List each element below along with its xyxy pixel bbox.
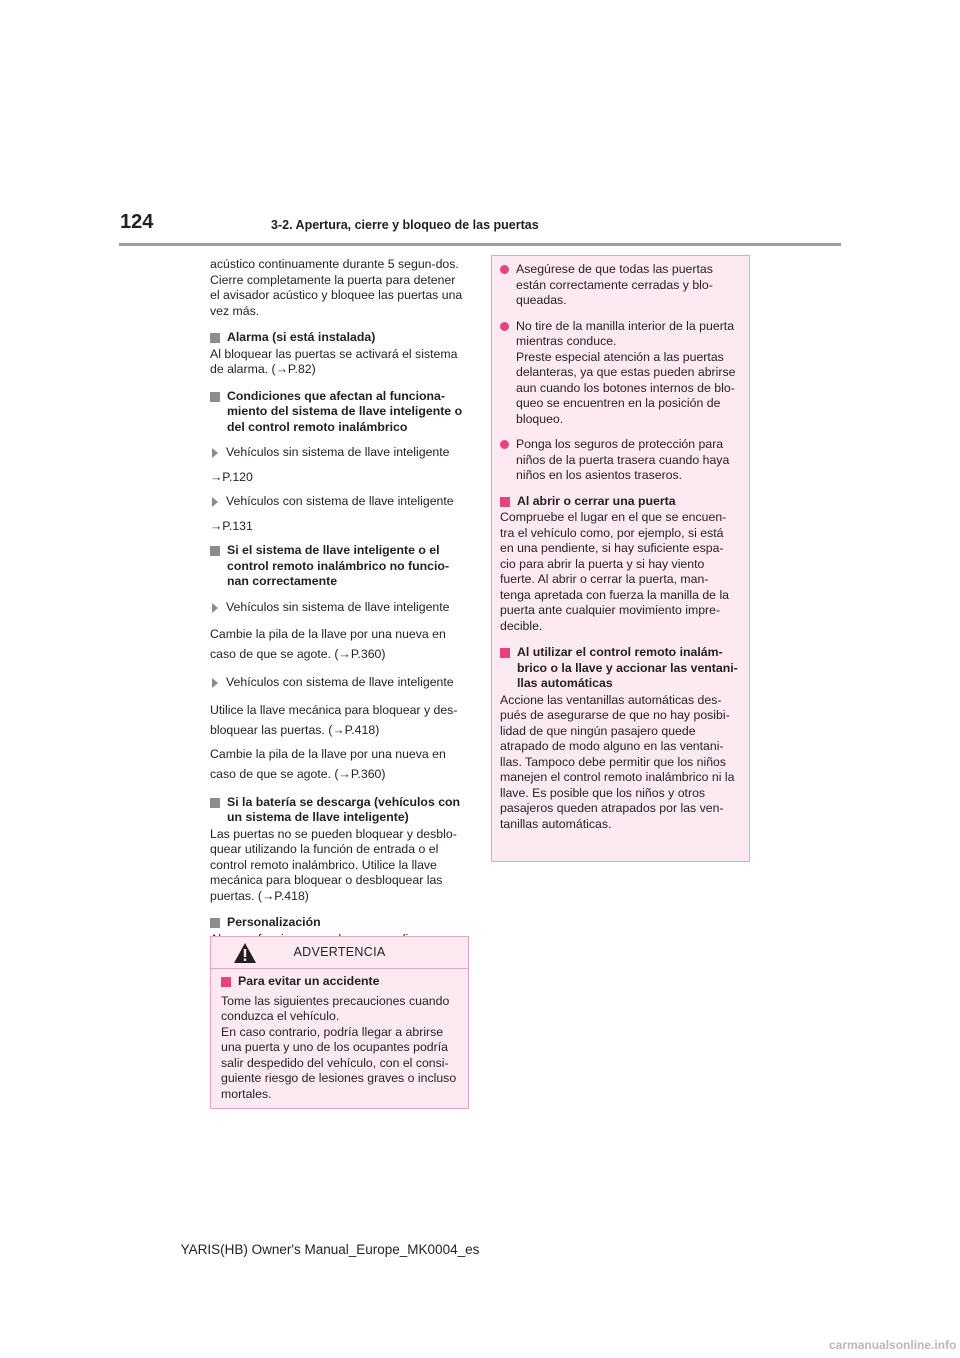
circle-bullet-icon	[500, 440, 509, 449]
power-window-heading	[500, 645, 739, 692]
square-bullet-icon	[210, 918, 220, 928]
warning-title: ADVERTENCIA	[293, 944, 386, 959]
malfunction-heading	[210, 543, 468, 590]
open-close-text: Compruebe el lugar en el que se encuen-tra el vehículo como, por ejemplo, si está en una pendiente, si hay suficiente espa-cio para abrir la puerta y si hay viento fuerte. Al abrir o cerrar la puerta, man-tenga apretada con fuerza la manilla de la puerta ante cualquier movimiento impre-decible.	[500, 510, 730, 633]
warning-box	[210, 936, 469, 1109]
bullet-inner-handle	[500, 319, 739, 428]
square-bullet-icon	[210, 392, 220, 402]
header-rule	[119, 243, 841, 246]
alarm-heading	[210, 330, 468, 346]
battery-heading	[210, 795, 468, 826]
customization-heading-label: Personalización	[227, 915, 321, 929]
circle-bullet-icon	[500, 322, 509, 331]
conditions-ref-2[interactable]: →P.131	[210, 518, 253, 533]
malfunction-text-2b: Cambie la pila de la llave por una nueva en caso de que se agote. (→P.360)	[210, 746, 446, 781]
square-bullet-icon	[210, 333, 220, 343]
warning-heading	[221, 974, 458, 990]
bullet-doors-closed-text: Asegúrese de que todas las puertas están correctamente cerradas y blo-queadas.	[516, 262, 713, 307]
power-window-heading-label: Al utilizar el control remoto inalám-brico o la llave y accionar las ventani-llas automáticas	[517, 645, 738, 690]
conditions-item-no-smart-key	[210, 445, 468, 461]
section-title: 3-2. Apertura, cierre y bloqueo de las puertas	[271, 218, 539, 232]
battery-heading-label: Si la batería se descarga (vehículos con un sistema de llave inteligente)	[227, 794, 461, 824]
page-number: 124	[120, 211, 154, 233]
circle-bullet-icon	[500, 265, 509, 274]
square-bullet-icon	[500, 648, 510, 658]
square-bullet-icon	[210, 798, 220, 808]
malfunction-item2-label: Vehículos con sistema de llave inteligente	[226, 675, 454, 689]
conditions-ref-1[interactable]: →P.120	[210, 469, 253, 484]
warning-continued-box	[491, 255, 750, 862]
triangle-bullet-icon	[212, 678, 218, 688]
warning-body	[211, 969, 468, 1102]
alarm-heading-label: Alarma (si está instalada)	[227, 330, 376, 344]
triangle-bullet-icon	[212, 497, 218, 507]
malfunction-item1-label: Vehículos sin sistema de llave inteligente	[226, 599, 450, 614]
square-bullet-icon	[210, 546, 220, 556]
warning-text-1: Tome las siguientes precauciones cuando conduzca el vehículo.	[221, 993, 450, 1023]
battery-text: Las puertas no se pueden bloquear y desblo-quear utilizando la función de entrada o el control remoto inalámbrico. Utilice la llave mecánica para bloquear o desbloquear las puertas. (→P.418)	[210, 826, 457, 903]
conditions-heading-label: Condiciones que afectan al funciona-miento del sistema de llave inteligente o del control remoto inalámbrico	[227, 388, 463, 434]
malfunction-item-no-smart-key	[210, 600, 468, 616]
open-close-heading	[500, 494, 739, 510]
power-window-text: Accione las ventanillas automáticas des-pués de asegurarse de que no hay posibi-lidad de que ningún pasajero quede atrapado de modo alguno en las ventani-llas. Tampoco debe permitir que los niños manejen el control remoto inalámbrico ni la llave. Es posible que los niños y otros pasajeros queden atrapados por las ven-tanillas automáticas.	[500, 692, 735, 831]
intro-text: acústico continuamente durante 5 segun-dos. Cierre completamente la puerta para detener el avisador acústico y bloquee las puertas una vez más.	[210, 257, 463, 318]
warning-header	[211, 937, 468, 969]
malfunction-item-smart-key	[210, 675, 468, 691]
square-bullet-icon	[500, 497, 510, 507]
conditions-item1-label: Vehículos sin sistema de llave inteligente	[226, 445, 450, 459]
malfunction-text-2a: Utilice la llave mecánica para bloquear y des-bloquear las puertas. (→P.418)	[210, 702, 458, 737]
malfunction-text-1: Cambie la pila de la llave por una nueva en caso de que se agote. (→P.360)	[210, 627, 446, 661]
warning-triangle-icon	[233, 942, 257, 964]
bullet-child-locks-text: Ponga los seguros de protección para niños de la puerta trasera cuando haya niños en los asientos traseros.	[516, 437, 730, 482]
triangle-bullet-icon	[212, 603, 218, 613]
watermark: carmanualsonline.info	[829, 1338, 957, 1352]
conditions-item-smart-key	[210, 494, 468, 510]
conditions-heading	[210, 389, 468, 436]
open-close-heading-label: Al abrir o cerrar una puerta	[517, 493, 676, 508]
conditions-item2-label: Vehículos con sistema de llave inteligente	[226, 494, 454, 508]
left-column	[210, 257, 468, 963]
bullet-doors-closed	[500, 262, 739, 309]
bullet-inner-handle-text-b: Preste especial atención a las puertas delanteras, ya que estas pueden abrirse aun cuando los botones internos de blo-queo se encuentren en la posición de bloqueo.	[516, 349, 736, 426]
triangle-bullet-icon	[212, 448, 218, 458]
footer-manual-id: YARIS(HB) Owner's Manual_Europe_MK0004_es	[180, 1242, 480, 1257]
warning-heading-label: Para evitar un accidente	[238, 974, 380, 988]
bullet-inner-handle-content	[516, 319, 739, 428]
square-bullet-icon	[221, 977, 231, 987]
customization-heading	[210, 915, 468, 931]
malfunction-heading-label: Si el sistema de llave inteligente o el control remoto inalámbrico no funcio-nan correctamente	[227, 543, 450, 588]
bullet-inner-handle-text-a: No tire de la manilla interior de la puerta mientras conduce.	[516, 318, 735, 348]
bullet-child-locks	[500, 437, 739, 484]
alarm-text: Al bloquear las puertas se activará el sistema de alarma. (→P.82)	[210, 346, 458, 376]
warning-text-2: En caso contrario, podría llegar a abrirse una puerta y uno de los ocupantes podría salir despedido del vehículo, con el consi-guiente riesgo de lesiones graves o incluso mortales.	[221, 1024, 457, 1101]
